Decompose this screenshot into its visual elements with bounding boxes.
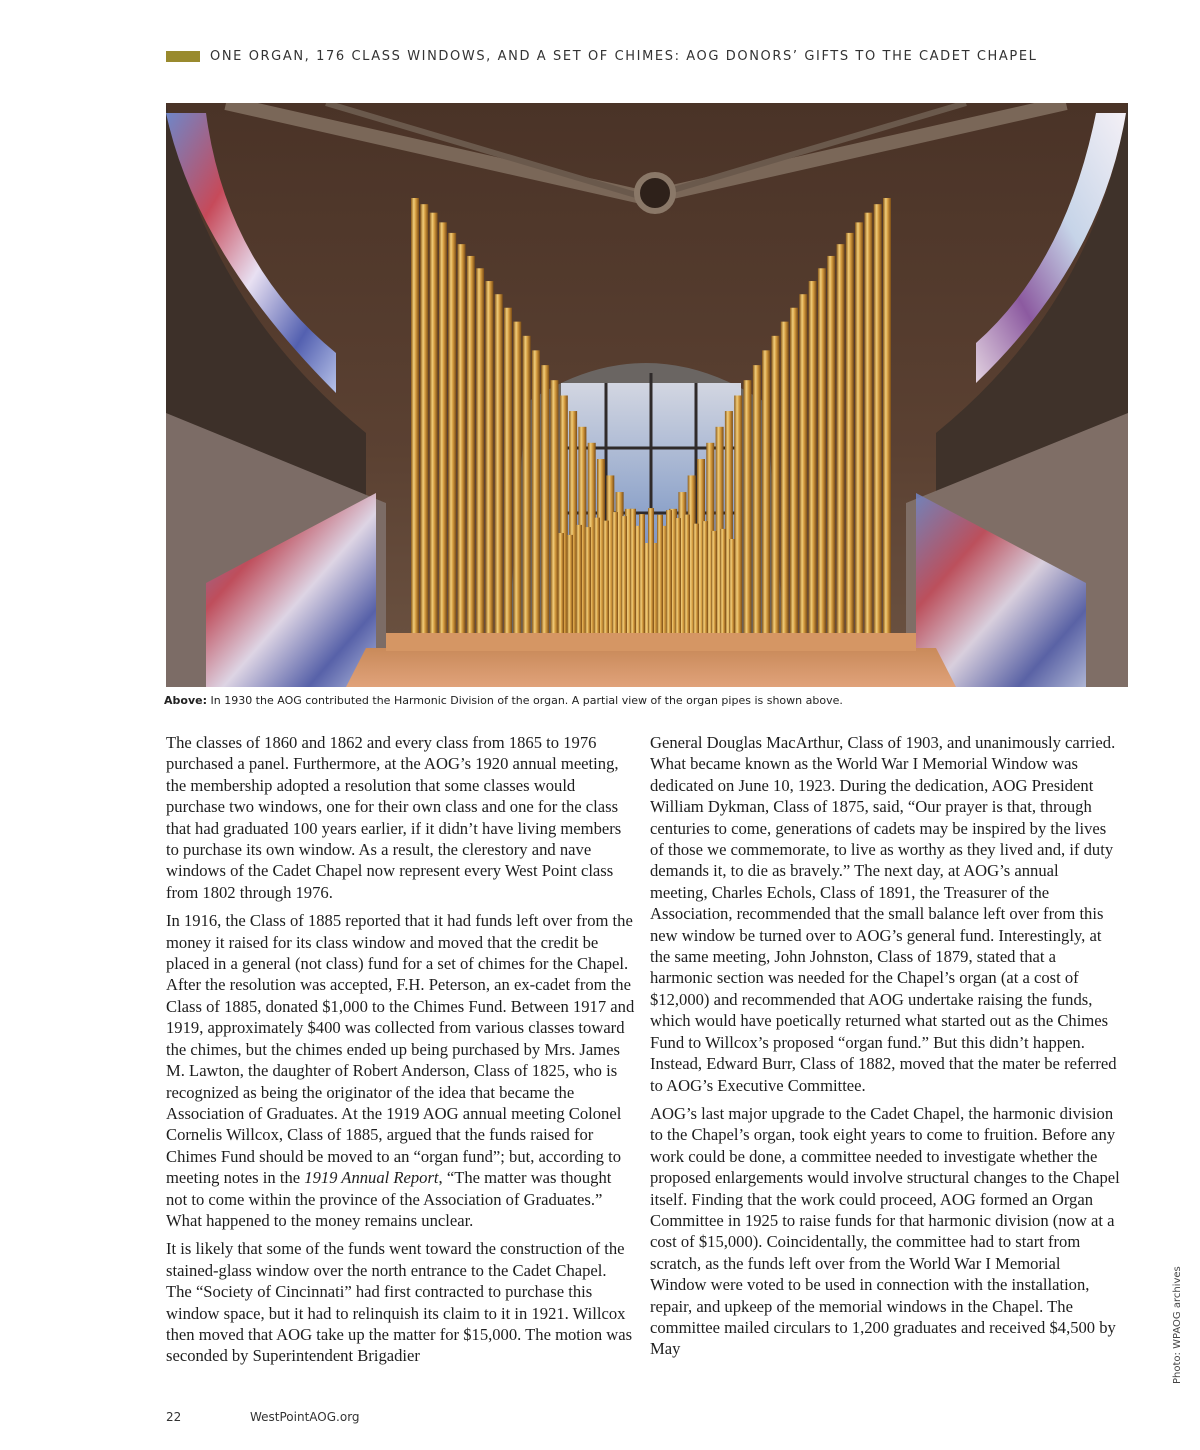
organ-pipe xyxy=(504,308,512,643)
paragraph: It is likely that some of the funds went toward the construction of the stained-glass window over the north entrance to the Cadet Chapel. The “Society of Cincinnati” had first contracted to purchase this window space, but it had to relinquish its claim to it in 1921. Willcox then moved that AOG take up the matter for $15,000. The motion was seconded by Superintendent Brigadier xyxy=(166,1239,633,1366)
paragraph: The classes of 1860 and 1862 and every class from 1865 to 1976 purchased a panel. Furthermore, at the AOG’s 1920 annual meeting, the membership adopted a resolution that some classes would purchase two windows, one for their own class and one for the class that had graduated 100 years earlier, if it didn’t have living members to purchase its own window. As a result, the clerestory and nave windows of the Cadet Chapel now represent every West Point class from 1802 through 1976. xyxy=(166,733,622,902)
organ-pipe xyxy=(567,535,573,643)
organ-pipe xyxy=(855,222,863,643)
organ-pipe xyxy=(467,256,475,643)
organ-pipe xyxy=(430,213,438,643)
organ-pipe xyxy=(809,281,817,643)
organ-pipe xyxy=(799,294,807,643)
organ-pipe xyxy=(411,198,419,643)
report-title: 1919 Annual Report xyxy=(304,1168,439,1188)
organ-pipe xyxy=(420,204,428,643)
organ-pipe xyxy=(476,268,484,643)
organ-pipe xyxy=(684,515,690,643)
photo-caption xyxy=(164,694,1164,707)
paragraph: AOG’s last major upgrade to the Cadet Chapel, the harmonic division to the Chapel’s organ, took eight years to come to fruition. Before any work could be done, a committee needed to investigate whether the proposed enlargements would involve structural changes to the Chapel itself. Finding that the work could proceed, AOG formed an Organ Committee in 1925 to raise funds for that harmonic division (now at a cost of $15,000). Coincidentally, the committee had to start from scratch, as the funds left over from the World War I Memorial Window were voted to be used in connection with the installation, repair, and upkeep of the memorial windows in the Chapel. The committee mailed circulars to 1,200 graduates and received $4,500 by May xyxy=(650,1103,1120,1359)
organ-pipe xyxy=(846,233,854,643)
organ-pipe xyxy=(744,380,752,643)
article-column-left xyxy=(166,732,636,1374)
organ-pipe xyxy=(458,244,466,643)
organ-pipe xyxy=(675,518,681,643)
organ-pipe xyxy=(612,512,618,643)
organ-pipe xyxy=(439,222,447,643)
article-column-right xyxy=(650,732,1120,1367)
paragraph-text: , “The matter was thought not to come within the province of the Association of Graduates.” What happened to the money remains unclear. xyxy=(166,1168,612,1230)
organ-pipe xyxy=(513,322,521,643)
organ-pipe xyxy=(585,527,591,643)
organ-pipe xyxy=(648,508,654,643)
organ-pipe xyxy=(790,308,798,643)
organ-pipe xyxy=(448,233,456,643)
page-number: 22 xyxy=(166,1410,182,1424)
photo-credit: Photo: WPAOG archives xyxy=(1172,1266,1183,1384)
organ-pipe xyxy=(702,521,708,643)
organ-pipe xyxy=(837,244,845,643)
caption-text: In 1930 the AOG contributed the Harmonic Division of the organ. A partial view of the organ pipes is shown above. xyxy=(206,694,843,707)
organ-pipe xyxy=(485,281,493,643)
organ-pipe xyxy=(551,380,559,643)
organ-pipes-photo xyxy=(166,103,1128,687)
paragraph: General Douglas MacArthur, Class of 1903, and unanimously carried. What became known as the World War I Memorial Window was dedicated on June 10, 1923. During the dedication, AOG President William Dykman, Class of 1875, said, “Our prayer is that, through centuries to come, generations of cadets may be inspired by the lives of those we commemorate, to live as worthy as they lived and, if duty demands it, to die as bravely.” The next day, at AOG’s annual meeting, Charles Echols, Class of 1891, the Treasurer of the Association, recommended that the small balance left over from this new window be turned over to AOG’s general fund. Interestingly, at the same meeting, John Johnston, Class of 1879, stated that a harmonic section was needed for the Chapel’s organ (at a cost of $12,000) and recommended that AOG undertake raising the funds, which would have poetically returned what started out as the Chimes Fund to Willcox’s proposed “organ fund.” But this didn’t happen. Instead, Edward Burr, Class of 1882, moved that the mater be referred to AOG’s Executive Committee. xyxy=(650,733,1117,1095)
organ-pipe xyxy=(711,531,717,643)
website-link[interactable]: WestPointAOG.org xyxy=(250,1410,360,1424)
organ-pipe xyxy=(818,268,826,643)
organ-pipe xyxy=(771,336,779,643)
organ-pipe xyxy=(720,529,726,643)
paragraph xyxy=(166,910,636,1231)
organ-pipe xyxy=(541,365,549,643)
organ-pipe xyxy=(781,322,789,643)
header-title: ONE ORGAN, 176 CLASS WINDOWS, AND A SET OF CHIMES: AOG DONORS’ GIFTS TO THE CADET CHAPEL xyxy=(210,48,1038,64)
organ-pipe xyxy=(883,198,891,643)
organ-pipe xyxy=(594,518,600,643)
organ-photo-illustration xyxy=(166,103,1128,687)
organ-pipe xyxy=(639,514,645,643)
organ-pipe xyxy=(523,336,531,643)
organ-pipe xyxy=(576,525,582,643)
caption-lead: Above: xyxy=(164,694,207,707)
paragraph-text: In 1916, the Class of 1885 reported that it had funds left over from the money it raised for its class window and moved that the credit be placed in a general (not class) fund for a set of chimes for the Chapel. After the resolution was accepted, F.H. Peterson, an ex-cadet from the Class of 1885, donated $1,000 to the Chimes Fund. Between 1917 and 1919, approximately $400 was collected from various classes toward the chimes, but the chimes ended up being purchased by Mrs. James M. Lawton, the daughter of Robert Anderson, Class of 1825, who is recognized as being the originator of the idea that became the Association of Graduates. At the 1919 AOG annual meeting Colonel Cornelis Willcox, Class of 1885, argued that the funds raised for Chimes Fund should be moved to an “organ fund”; but, according to meeting notes in the xyxy=(166,911,635,1188)
organ-pipe xyxy=(734,395,742,643)
organ-pipe xyxy=(729,539,735,643)
organ-pipe xyxy=(630,509,636,643)
organ-pipe xyxy=(864,213,872,643)
organ-pipe xyxy=(827,256,835,643)
running-header xyxy=(166,46,1038,66)
organ-pipe xyxy=(753,365,761,643)
organ-pipe xyxy=(603,521,609,643)
organ-pipe xyxy=(532,350,540,643)
organ-pipe xyxy=(762,350,770,643)
organ-pipe xyxy=(874,204,882,643)
organ-pipe xyxy=(657,515,663,643)
organ-pipe xyxy=(666,510,672,643)
organ-pipe xyxy=(621,516,627,643)
header-accent-bar xyxy=(166,51,200,62)
organ-pipe xyxy=(693,524,699,643)
organ-pipe xyxy=(558,533,564,643)
organ-pipe xyxy=(495,294,503,643)
